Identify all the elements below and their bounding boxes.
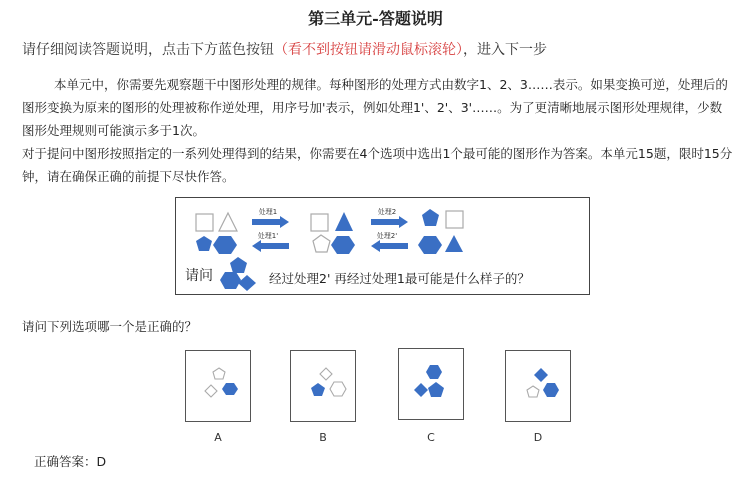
option-c-box[interactable]: [398, 348, 464, 420]
arrow-right-icon: [252, 216, 289, 228]
arrow-pair-2: [371, 207, 408, 252]
option-a-figure: [186, 351, 252, 423]
diamond-outline-shape: [205, 385, 217, 397]
example-group-1: [196, 213, 237, 254]
arrow1-bottom-label: 处理1': [257, 232, 279, 240]
hexagon-filled-shape: [543, 383, 559, 397]
correct-answer: 正确答案：D: [34, 454, 107, 469]
question-shape-cluster: [220, 257, 256, 291]
square-outline-shape: [196, 214, 213, 231]
triangle-filled-shape: [335, 212, 353, 231]
hexagon-filled-shape: [220, 272, 241, 289]
example-group-3: [418, 209, 463, 254]
option-d-label: D: [533, 431, 543, 444]
ask-text: 经过处理2' 再经过处理1最可能是什么样子的？: [269, 271, 530, 286]
arrow-pair-1: [252, 207, 289, 252]
arrow1-top-label: 处理1: [258, 208, 278, 216]
diamond-outline-shape: [320, 368, 332, 380]
rules-paragraph-2: 对于提问中图形按照指定的一系列处理得到的结果，你需要在4个选项中选出1个最可能的图形作为答案。本单元15题，限时15分钟，请在确保正确的前提下尽快作答。: [22, 146, 733, 184]
hexagon-filled-shape: [331, 236, 355, 254]
instruction-highlight: （看不到按钮请滑动鼠标滚轮）: [274, 42, 463, 58]
hexagon-filled-shape: [426, 365, 442, 379]
pentagon-outline-shape: [527, 386, 539, 397]
option-a-box[interactable]: [185, 350, 251, 422]
example-illustration: [175, 197, 590, 295]
pentagon-filled-shape: [311, 383, 325, 396]
diamond-filled-shape: [414, 383, 428, 397]
option-a-label: A: [214, 431, 222, 444]
triangle-outline-shape: [219, 213, 237, 231]
instruction-line: [22, 39, 547, 59]
pentagon-filled-shape: [230, 257, 247, 273]
option-d-box[interactable]: [505, 350, 571, 422]
instruction-suffix: ，进入下一步: [463, 42, 547, 58]
square-outline-shape: [446, 211, 463, 228]
diamond-filled-shape: [238, 275, 256, 291]
hexagon-outline-shape: [330, 382, 346, 396]
rules-paragraph-1: 本单元中，你需要先观察题干中图形处理的规律。每种图形的处理方式由数字1、2、3……表示。如果变换可逆，处理后的图形变换为原来的图形的处理被称作逆处理，用序号加'表示，例如处理1'、2'、3'……。为了更清晰地展示图形处理规律，少数图形处理规则可能演示多于1次。: [22, 77, 728, 138]
instruction-prefix: 请仔细阅读答题说明，点击下方蓝色按钮: [22, 42, 274, 58]
triangle-filled-shape: [445, 235, 463, 252]
option-c-label: C: [427, 431, 435, 444]
pentagon-outline-shape: [313, 235, 330, 252]
hexagon-filled-shape: [418, 236, 442, 254]
example-group-2: [311, 212, 355, 254]
option-b-box[interactable]: [290, 350, 356, 422]
hexagon-filled-shape: [213, 236, 237, 254]
option-d-figure: [506, 351, 572, 423]
arrow-right-icon: [371, 216, 408, 228]
pentagon-filled-shape: [422, 209, 439, 226]
pentagon-filled-shape: [196, 236, 212, 251]
square-outline-shape: [311, 214, 328, 231]
arrow-left-icon: [371, 240, 408, 252]
option-b-label: B: [319, 431, 327, 444]
arrow2-bottom-label: 处理2': [376, 232, 398, 240]
arrow2-top-label: 处理2: [377, 208, 397, 216]
diamond-filled-shape: [534, 368, 548, 382]
page-title: 第三单元-答题说明: [308, 9, 443, 28]
hexagon-filled-shape: [222, 383, 238, 395]
option-c-figure: [399, 349, 465, 421]
question-prompt: 请问下列选项哪一个是正确的？: [22, 319, 198, 334]
ask-label: 请问: [185, 268, 213, 284]
option-b-figure: [291, 351, 357, 423]
arrow-left-icon: [252, 240, 289, 252]
pentagon-filled-shape: [428, 382, 444, 397]
pentagon-outline-shape: [213, 368, 225, 379]
